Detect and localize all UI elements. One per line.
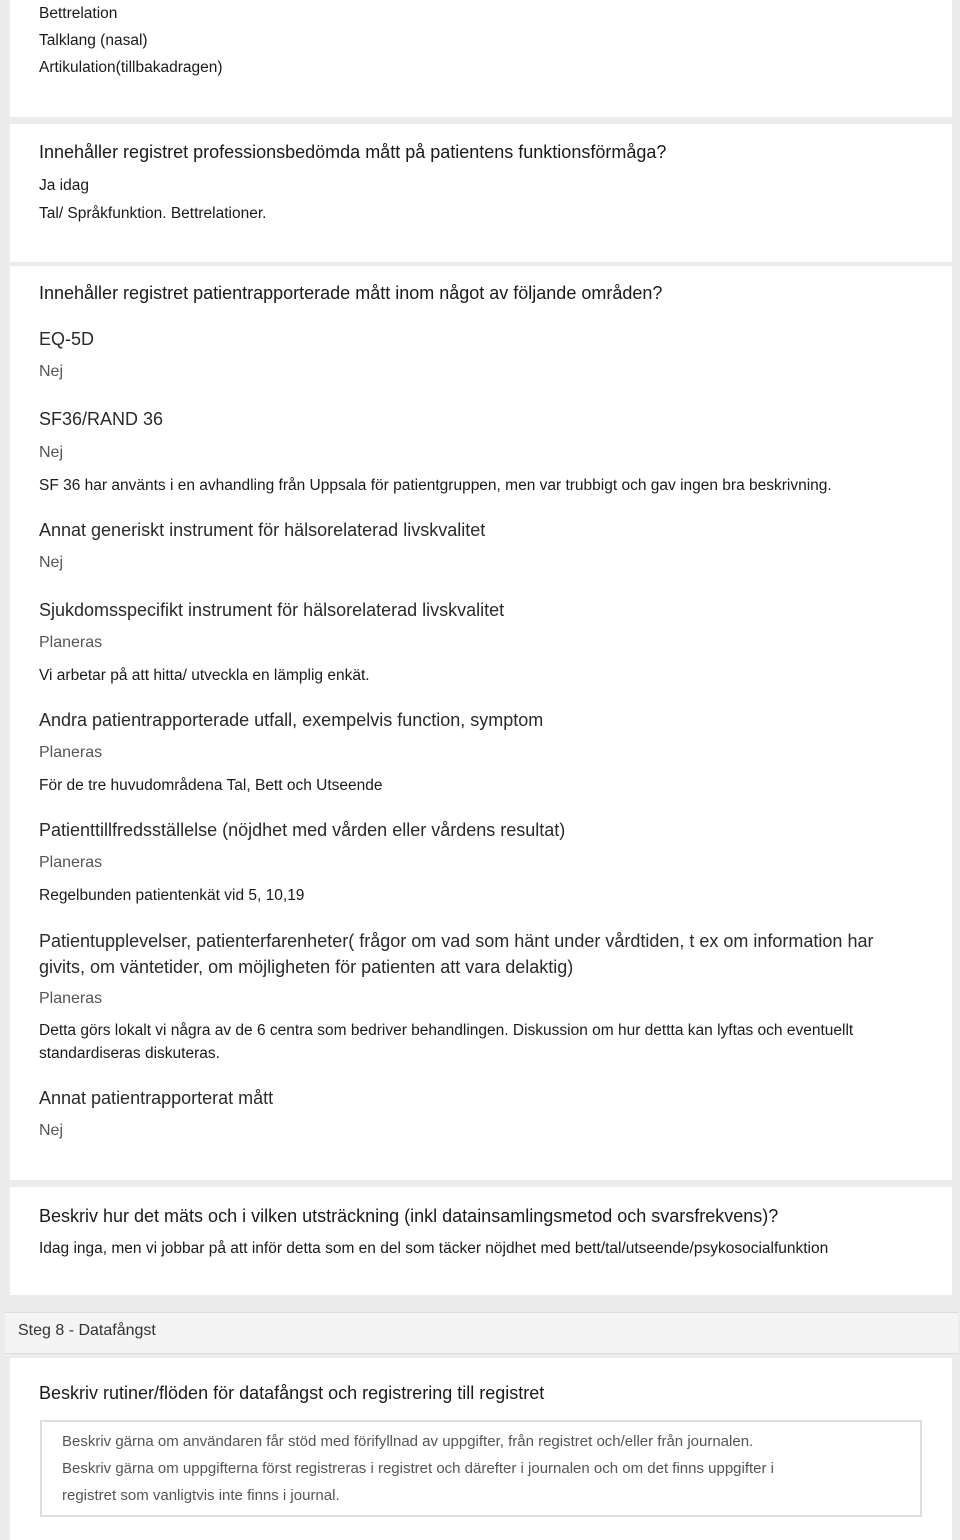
item-label-other-measure: Annat patientrapporterat mått bbox=[39, 1088, 274, 1108]
item-answer-other-measure: Nej bbox=[39, 1122, 64, 1139]
patient-reported-question: Innehåller registret patientrapporterade mått inom något av följande områden? bbox=[39, 283, 663, 303]
item-label-other-outcomes: Andra patientrapporterade utfall, exempelvis function, symptom bbox=[39, 710, 544, 730]
item-answer-experiences: Planeras bbox=[39, 990, 103, 1007]
hint-line-1: Beskriv gärna om användaren får stöd med förifyllnad av uppgifter, från registret och/eller från journalen. bbox=[62, 1433, 754, 1450]
professional-measures-answer: Ja idag bbox=[39, 177, 89, 194]
item-comment-other-outcomes: För de tre huvudområdena Tal, Bett och Utseende bbox=[39, 777, 383, 794]
hint-line-2: Beskriv gärna om uppgifterna först registreras i registret och därefter i journalen och om det finns uppgifter i bbox=[62, 1460, 775, 1477]
item-answer-sf36: Nej bbox=[39, 444, 64, 461]
top-line-2: Talklang (nasal) bbox=[39, 32, 148, 49]
measurement-answer: Idag inga, men vi jobbar på att inför detta som en del som täcker nöjdhet med bett/tal/utseende/psykosocialfunktion bbox=[39, 1240, 829, 1257]
data-capture-question: Beskriv rutiner/flöden för datafångst och registrering till registret bbox=[39, 1383, 545, 1403]
item-comment-satisfaction: Regelbunden patientenkät vid 5, 10,19 bbox=[39, 887, 305, 904]
item-label-satisfaction: Patienttillfredsställelse (nöjdhet med vården eller vårdens resultat) bbox=[39, 820, 566, 840]
item-comment-disease-specific: Vi arbetar på att hitta/ utveckla en lämplig enkät. bbox=[39, 667, 370, 684]
item-label-sf36: SF36/RAND 36 bbox=[39, 409, 164, 429]
item-label-generic-instrument: Annat generiskt instrument för hälsorelaterad livskvalitet bbox=[39, 520, 486, 540]
item-label-disease-specific: Sjukdomsspecifikt instrument för hälsorelaterad livskvalitet bbox=[39, 600, 505, 620]
item-answer-generic-instrument: Nej bbox=[39, 554, 64, 571]
item-answer-disease-specific: Planeras bbox=[39, 634, 103, 651]
professional-measures-question: Innehåller registret professionsbedömda mått på patientens funktionsförmåga? bbox=[39, 142, 667, 162]
item-label-experiences: Patientupplevelser, patienterfarenheter( frågor om vad som hänt under vårdtiden, t ex om information har givits, om väntetider, om möjligheten för patienten att vara delaktig) bbox=[39, 931, 874, 977]
hint-line-3: registret som vanligtvis inte finns i journal. bbox=[62, 1487, 340, 1504]
item-comment-sf36: SF 36 har använts i en avhandling från Uppsala för patientgruppen, men var trubbigt och gav ingen bra beskrivning. bbox=[39, 477, 832, 494]
professional-measures-comment: Tal/ Språkfunktion. Bettrelationer. bbox=[39, 205, 267, 222]
top-line-3: Artikulation(tillbakadragen) bbox=[39, 59, 223, 76]
item-label-eq5d: EQ-5D bbox=[39, 329, 95, 349]
item-comment-experiences: Detta görs lokalt vi några av de 6 centra som bedriver behandlingen. Diskussion om hur dettta kan lyftas och eventuellt standardiseras diskuteras. bbox=[39, 1022, 854, 1062]
item-answer-satisfaction: Planeras bbox=[39, 854, 103, 871]
item-answer-eq5d: Nej bbox=[39, 363, 64, 380]
top-line-1: Bettrelation bbox=[39, 5, 118, 22]
data-capture-hint-box bbox=[40, 1420, 922, 1517]
item-answer-other-outcomes: Planeras bbox=[39, 744, 103, 761]
step-title: Steg 8 - Datafångst bbox=[18, 1322, 156, 1339]
measurement-question: Beskriv hur det mäts och i vilken utsträckning (inkl datainsamlingsmetod och svarsfrekvens)? bbox=[39, 1206, 779, 1226]
